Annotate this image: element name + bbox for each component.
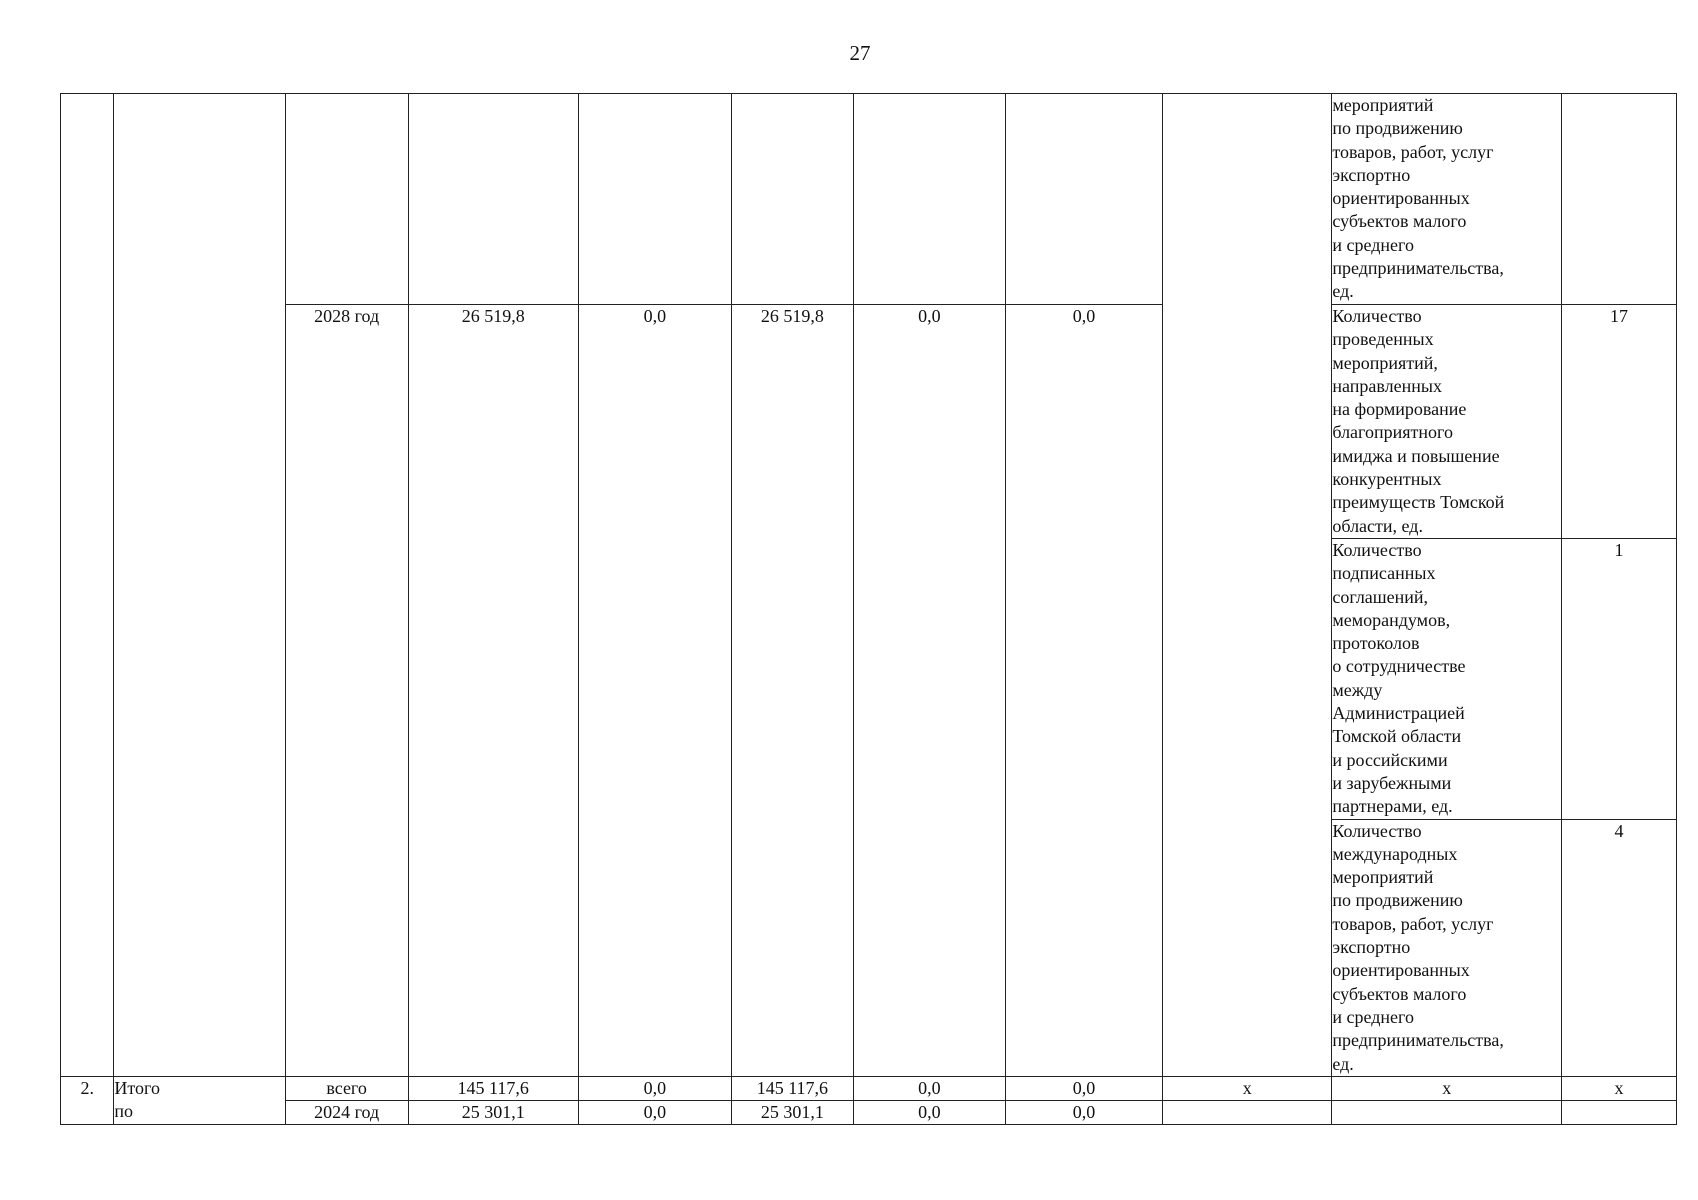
cell-empty (408, 94, 578, 305)
other-sources-cell: 0,0 (1005, 1101, 1162, 1125)
indicator-cell: х (1332, 1076, 1562, 1100)
table-row (61, 94, 1677, 305)
executor-cell: х (1163, 1076, 1332, 1100)
other-sources-cell: 0,0 (1005, 305, 1162, 1077)
cell-empty (853, 94, 1005, 305)
executor-cell (1163, 1101, 1332, 1125)
indicator-text (1332, 819, 1562, 1076)
indicator-cell (1332, 1101, 1562, 1125)
indicator-label: Количество проведенных мероприятий, направленных на формирование благоприятного имиджа и повышение конкурентных преимуществ Томской области, ед. (1332, 306, 1505, 536)
total-cell: 25 301,1 (408, 1101, 578, 1125)
indicator-text (1332, 539, 1562, 820)
federal-budget-cell: 0,0 (578, 1101, 731, 1125)
cell-row-number-empty (61, 94, 114, 1077)
other-sources-cell: 0,0 (1005, 1076, 1162, 1100)
table-row (61, 1076, 1677, 1100)
indicator-text (1332, 305, 1562, 539)
cell-name-empty (114, 94, 285, 1077)
indicator-label: Количество международных мероприятий по продвижению товаров, работ, услуг экспортно ориентированных субъектов малого и среднего предпринимательства, ед. (1332, 820, 1504, 1074)
local-budget-cell: 0,0 (853, 1076, 1005, 1100)
indicator-value: 4 (1562, 819, 1677, 1076)
total-label (114, 1076, 285, 1125)
cell-empty (1005, 94, 1162, 305)
regional-budget-cell: 26 519,8 (731, 305, 853, 1077)
period-cell: всего (285, 1076, 408, 1100)
cell-empty (285, 94, 408, 305)
indicator-value: х (1562, 1076, 1677, 1100)
indicator-value: 17 (1562, 305, 1677, 539)
table-row (61, 1101, 1677, 1125)
table-row (61, 305, 1677, 539)
indicator-label: Количество подписанных соглашений, меморандумов, протоколов о сотрудничестве между Администрацией Томской области и российскими и зарубежными партнерами, ед. (1332, 540, 1466, 817)
federal-budget-cell: 0,0 (578, 1076, 731, 1100)
cell-executor-empty (1163, 94, 1332, 1077)
indicator-value: 1 (1562, 539, 1677, 820)
local-budget-cell: 0,0 (853, 305, 1005, 1077)
indicator-value-empty (1562, 94, 1677, 305)
year-cell: 2028 год (285, 305, 408, 1077)
local-budget-cell: 0,0 (853, 1101, 1005, 1125)
indicator-value (1562, 1101, 1677, 1125)
regional-budget-cell: 145 117,6 (731, 1076, 853, 1100)
total-row-number: 2. (61, 1076, 114, 1125)
program-financing-table (60, 93, 1677, 1125)
total-label-text: Итого по (114, 1077, 160, 1122)
cell-empty (731, 94, 853, 305)
federal-budget-cell: 0,0 (578, 305, 731, 1077)
regional-budget-cell: 25 301,1 (731, 1101, 853, 1125)
total-cell: 26 519,8 (408, 305, 578, 1077)
total-cell: 145 117,6 (408, 1076, 578, 1100)
period-cell: 2024 год (285, 1101, 408, 1125)
indicator-label: мероприятий по продвижению товаров, работ, услуг экспортно ориентированных субъектов малого и среднего предпринимательства, ед. (1332, 95, 1504, 302)
page-number: 27 (849, 41, 871, 65)
cell-empty (578, 94, 731, 305)
indicator-text (1332, 94, 1562, 305)
